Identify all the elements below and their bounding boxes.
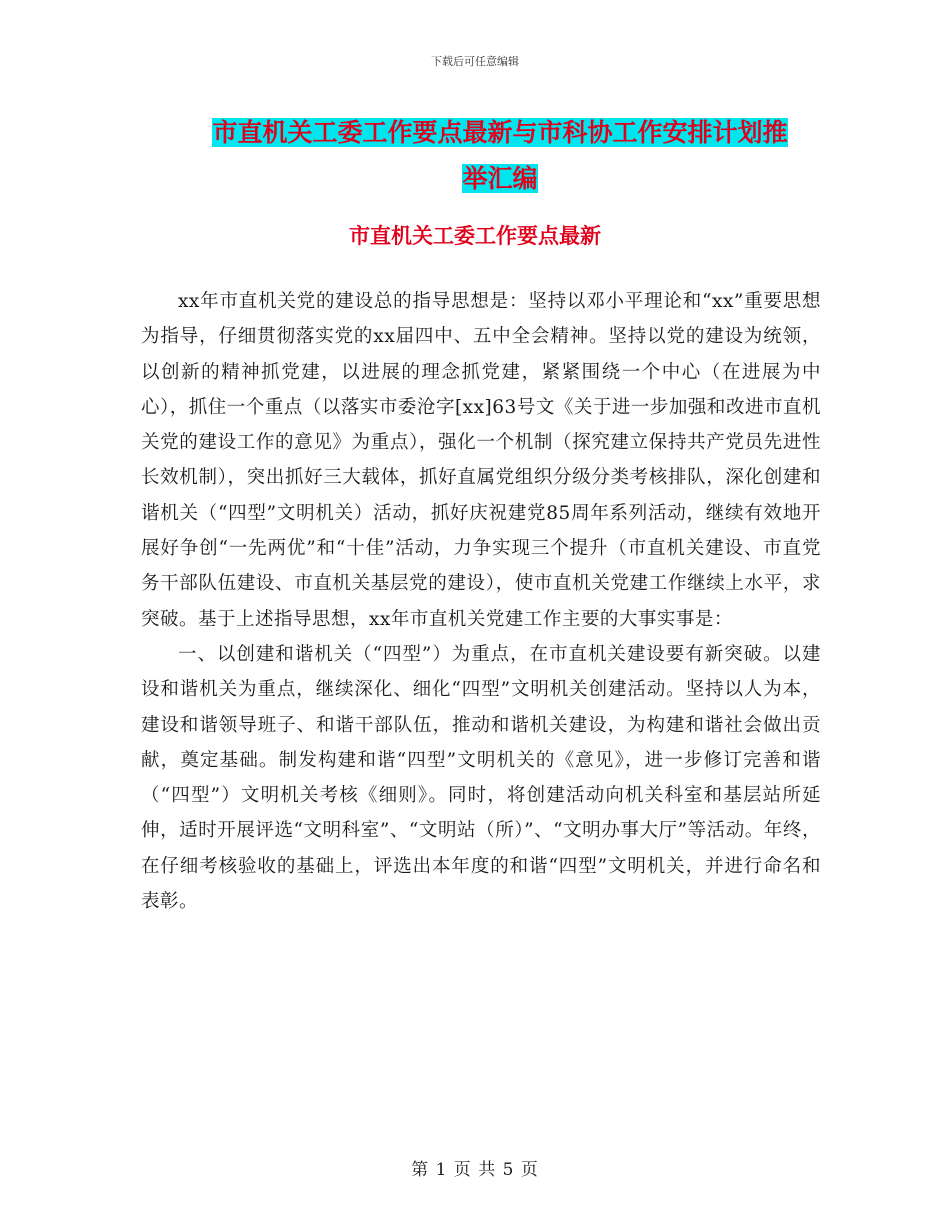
section-title: 市直机关工委工作要点最新	[349, 223, 601, 248]
header-note: 下载后可任意编辑	[431, 55, 519, 68]
document-body	[141, 284, 821, 919]
document-title-line-1: 市直机关工委工作要点最新与市科协工作安排计划推	[212, 118, 788, 147]
page-number: 第 1 页 共 5 页	[411, 1160, 539, 1180]
document-title	[150, 110, 850, 202]
document-title-line-2: 举汇编	[462, 164, 538, 193]
body-paragraph: xx年市直机关党的建设总的指导思想是：坚持以邓小平理论和“xx”重要思想为指导，仔细贯彻落实党的xx届四中、五中全会精神。坚持以党的建设为统领，以创新的精神抓党建，以进展的理念抓党建，紧紧围绕一个中心（在进展为中心），抓住一个重点（以落实市委沧字[xx]63号文《关于进一步加强和改进市直机关党的建设工作的意见》为重点），强化一个机制（探究建立保持共产党员先进性长效机制），突出抓好三大载体，抓好直属党组织分级分类考核排队，深化创建和谐机关（“四型”文明机关）活动，抓好庆祝建党85周年系列活动，继续有效地开展好争创“一先两优”和“十佳”活动，力争实现三个提升（市直机关建设、市直党务干部队伍建设、市直机关基层党的建设），使市直机关党建工作继续上水平，求突破。基于上述指导思想，xx年市直机关党建工作主要的大事实事是：	[141, 291, 821, 630]
body-paragraph: 一、以创建和谐机关（“四型”）为重点，在市直机关建设要有新突破。以建设和谐机关为重点，继续深化、细化“四型”文明机关创建活动。坚持以人为本，建设和谐领导班子、和谐干部队伍，推动和谐机关建设，为构建和谐社会做出贡献，奠定基础。制发构建和谐“四型”文明机关的《意见》，进一步修订完善和谐（“四型”）文明机关考核《细则》。同时，将创建活动向机关科室和基层站所延伸，适时开展评选“文明科室”、“文明站（所）”、“文明办事大厅”等活动。年终，在仔细考核验收的基础上，评选出本年度的和谐“四型”文明机关，并进行命名和表彰。	[141, 643, 821, 913]
